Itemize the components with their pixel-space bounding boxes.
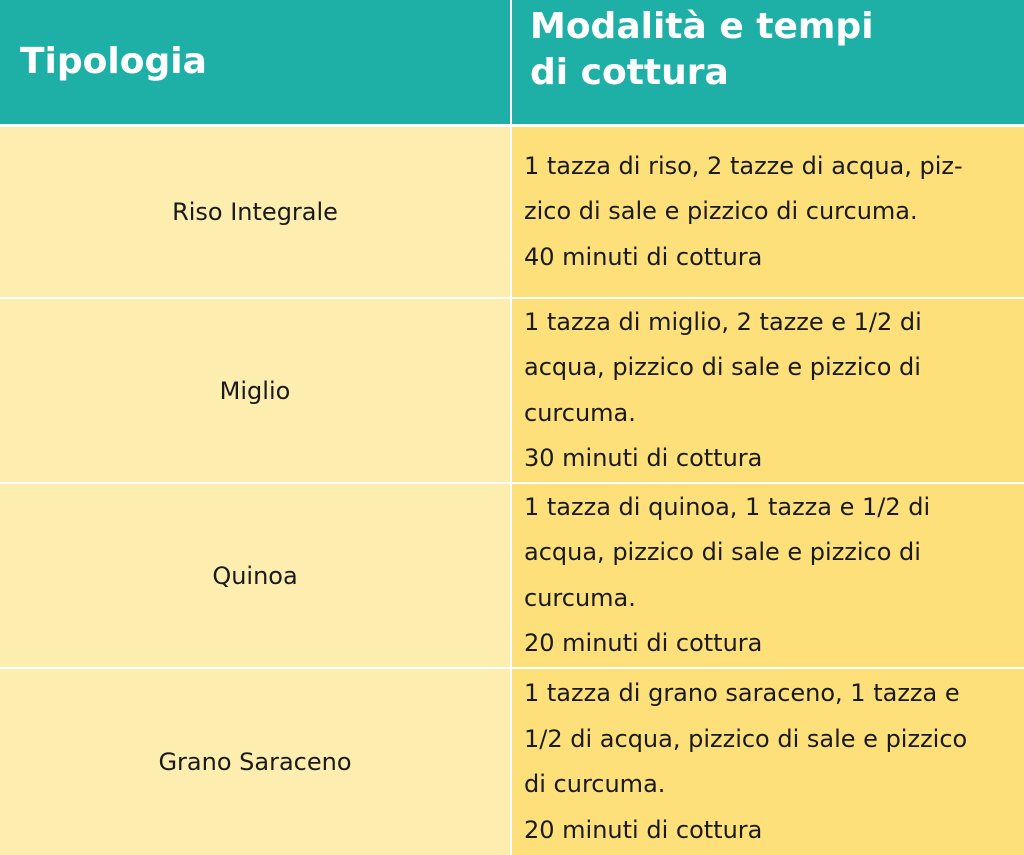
desc-line: zico di sale e pizzico di curcuma. xyxy=(524,197,918,226)
type-cell-quinoa xyxy=(0,484,512,669)
desc-line: 20 minuti di cottura xyxy=(524,815,763,844)
type-cell-grano-saraceno xyxy=(0,669,512,855)
header-modalita-line1: Modalità e tempi xyxy=(530,6,874,47)
type-cell-riso xyxy=(0,127,512,299)
desc-line: acqua, pizzico di sale e pizzico di xyxy=(524,538,921,566)
desc-line: 1 tazza di miglio, 2 tazze e 1/2 di xyxy=(524,307,922,336)
desc-line: 30 minuti di cottura xyxy=(524,444,763,472)
header-tipologia xyxy=(0,0,512,127)
desc-line: 1 tazza di quinoa, 1 tazza e 1/2 di xyxy=(524,492,931,521)
desc-line: curcuma. xyxy=(524,583,636,612)
desc-line: curcuma. xyxy=(524,398,636,427)
desc-cell-quinoa xyxy=(512,484,1024,669)
desc-line: 1 tazza di grano saraceno, 1 tazza e xyxy=(524,679,960,707)
type-label: Riso Integrale xyxy=(172,198,338,226)
desc-line: di curcuma. xyxy=(524,770,666,798)
desc-line: 20 minuti di cottura xyxy=(524,629,763,657)
header-modalita-line2: di cottura xyxy=(530,52,729,93)
header-modalita xyxy=(512,0,1024,127)
desc-cell-grano-saraceno xyxy=(512,669,1024,855)
desc-line: acqua, pizzico di sale e pizzico di xyxy=(524,353,921,381)
type-label: Quinoa xyxy=(212,561,298,590)
desc-line: 1 tazza di riso, 2 tazze di acqua, piz- xyxy=(524,151,963,180)
type-cell-miglio xyxy=(0,299,512,484)
type-label: Grano Saraceno xyxy=(158,748,352,776)
desc-cell-miglio xyxy=(512,299,1024,484)
type-label: Miglio xyxy=(219,376,291,405)
desc-line: 40 minuti di cottura xyxy=(524,242,763,271)
desc-line: 1/2 di acqua, pizzico di sale e pizzico xyxy=(524,724,968,753)
header-tipologia-label: Tipologia xyxy=(20,41,207,82)
desc-cell-riso xyxy=(512,127,1024,299)
